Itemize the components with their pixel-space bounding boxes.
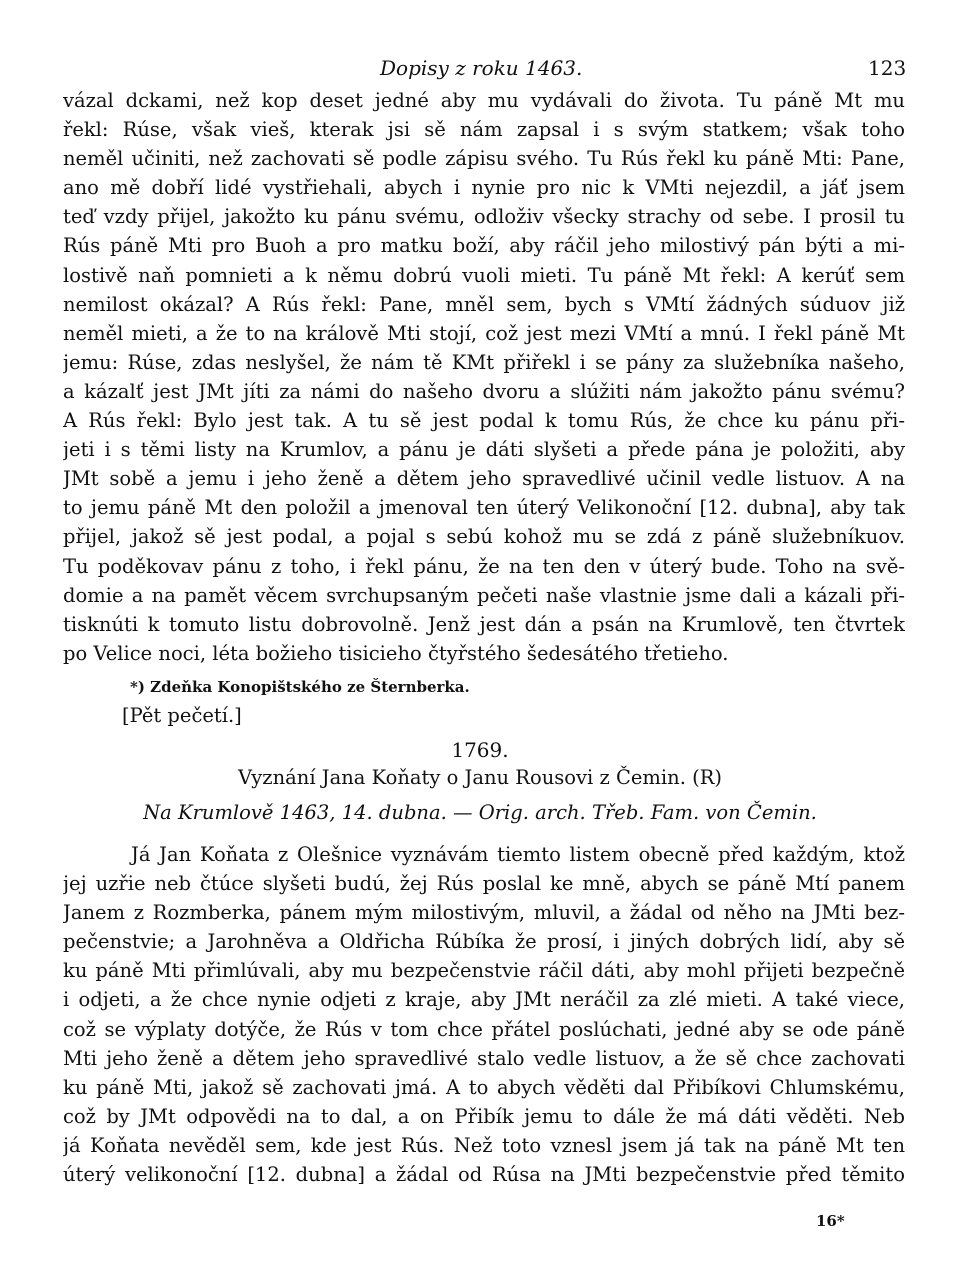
- text-line: Já Jan Koňata z Olešnice vyznávám tiemto listem obecně před každým, ktož: [131, 843, 905, 866]
- footnote: *) Zdeňka Konopištského ze Šternberka.: [130, 678, 470, 696]
- text-line: což se výplaty dotýče, že Rús v tom chce přátel poslúchati, jedné aby se ode páně: [63, 1017, 905, 1041]
- running-title: Dopisy z roku 1463.: [380, 56, 583, 80]
- text-line: vázal dckami, než kop deset jedné aby mu vydávali do života. Tu páně Mt mu: [63, 89, 905, 112]
- text-line: domie a na pamět věcem svrchupsaným pečeti naše vlastnie jsme dali a kázali při-: [63, 583, 905, 607]
- document-title: Vyznání Jana Koňaty o Janu Rousovi z Čemin. (R): [238, 766, 722, 789]
- text-line: Janem z Rozmberka, pánem mým milostivým, mluvil, a žádal od něho na JMti bez-: [63, 901, 905, 925]
- text-line: řekl: Rúse, však vieš, kterak jsi sě nám zapsal i s svým statkem; však toho: [63, 118, 905, 142]
- text-line: lostivě naň pomnieti a k němu dobrú vuoli mieti. Tu páně Mt řekl: A kerúť sem: [63, 263, 905, 287]
- text-line: neměl mieti, a že to na králově Mti stojí, což jest mezi VMtí a mnú. I řekl páně Mt: [63, 321, 905, 345]
- document-body-paragraph: [63, 840, 905, 1189]
- text-line: přijel, jakož sě jest podal, a pojal s sebú kohož mu se zdá z páně služebníkuov.: [63, 525, 905, 549]
- document-source: Na Krumlově 1463, 14. dubna. — Orig. arch. Třeb. Fam. von Čemin.: [143, 801, 817, 824]
- text-line: A Rús řekl: Bylo jest tak. A tu sě jest podal k tomu Rús, že chce ku pánu při-: [63, 409, 905, 433]
- seals-note: [Pět pečetí.]: [122, 704, 242, 727]
- text-line: což by JMt odpovědi na to dal, a on Přibík jemu to dále že má dáti věděti. Neb: [63, 1104, 905, 1128]
- signature-mark: 16*: [816, 1212, 845, 1230]
- text-line: jemu: Rúse, zdas neslyšel, že nám tě KMt přiřekl i se pány za služebníka našeho,: [63, 350, 905, 374]
- text-line: Mti jeho ženě a dětem jeho spravedlivé stalo vedle listuov, a že sě chce zachovati: [63, 1046, 905, 1070]
- text-line: Tu poděkovav pánu z toho, i řekl pánu, že na ten den v úterý bude. Toho na svě-: [63, 554, 905, 578]
- text-line: po Velice noci, léta božieho tisicieho čtyřstého šedesátého třetieho.: [63, 641, 729, 665]
- text-line: ku páně Mti přimlúvali, aby mu bezpečenstvie ráčil dáti, aby mohl přijeti bezpečně: [63, 959, 905, 983]
- document-number: 1769.: [451, 738, 509, 762]
- text-line: ano mě dobří lidé vystřiehali, abych i nynie pro nic k VMti nejezdil, a jáť jsem: [63, 176, 905, 200]
- page-number: 123: [868, 56, 907, 80]
- text-line: pečenstvie; a Jarohněva a Oldřicha Rúbíka že prosí, i jiných dobrých lidí, aby sě: [63, 930, 905, 954]
- text-line: ku páně Mti, jakož sě zachovati jmá. A to abych věděti dal Přibíkovi Chlumskému,: [63, 1075, 905, 1099]
- text-line: Rús páně Mti pro Buoh a pro matku boží, aby ráčil jeho milostivý pán býti a mi-: [63, 234, 905, 258]
- text-line: a kázalť jest JMt jíti za námi do našeho dvoru a slúžiti nám jakožto pánu svému?: [63, 379, 905, 403]
- text-line: JMt sobě a jemu i jeho ženě a dětem jeho spravedlivé učinil vedle listuov. A na: [63, 467, 905, 491]
- text-line: neměl učiniti, než zachovati sě podle zápisu svého. Tu Rús řekl ku páně Mti: Pane,: [63, 147, 905, 171]
- text-line: to jemu páně Mt den položil a jmenoval ten úterý Velikonoční [12. dubna], aby tak: [63, 496, 905, 520]
- letter-continuation-paragraph: [63, 86, 905, 668]
- text-line: jeti i s těmi listy na Krumlov, a pánu je dáti slyšeti a přede pána je položiti, aby: [63, 438, 905, 462]
- text-line: teď vzdy přijel, jakožto ku pánu svému, odloživ všecky strachy od sebe. I prosil tu: [63, 205, 905, 229]
- text-line: tisknúti k tomuto listu dobrovolně. Jenž jest dán a psán na Krumlově, ten čtvrtek: [63, 612, 905, 636]
- text-line: úterý velikonoční [12. dubna] a žádal od Rúsa na JMti bezpečenstvie před těmito: [63, 1163, 905, 1187]
- text-line: jej uzřie neb čtúce slyšeti budú, žej Rús poslal ke mně, abych se páně Mtí panem: [63, 872, 905, 896]
- text-line: já Koňata nevěděl sem, kde jest Rús. Než toto vznesl jsem já tak na páně Mt ten: [63, 1133, 905, 1157]
- text-line: nemilost okázal? A Rús řekl: Pane, mněl sem, bych s VMtí žádných súduov již: [63, 292, 905, 316]
- text-line: i odjeti, a že chce nynie odjeti z kraje, aby JMt neráčil za zlé mieti. A také viece,: [63, 988, 905, 1012]
